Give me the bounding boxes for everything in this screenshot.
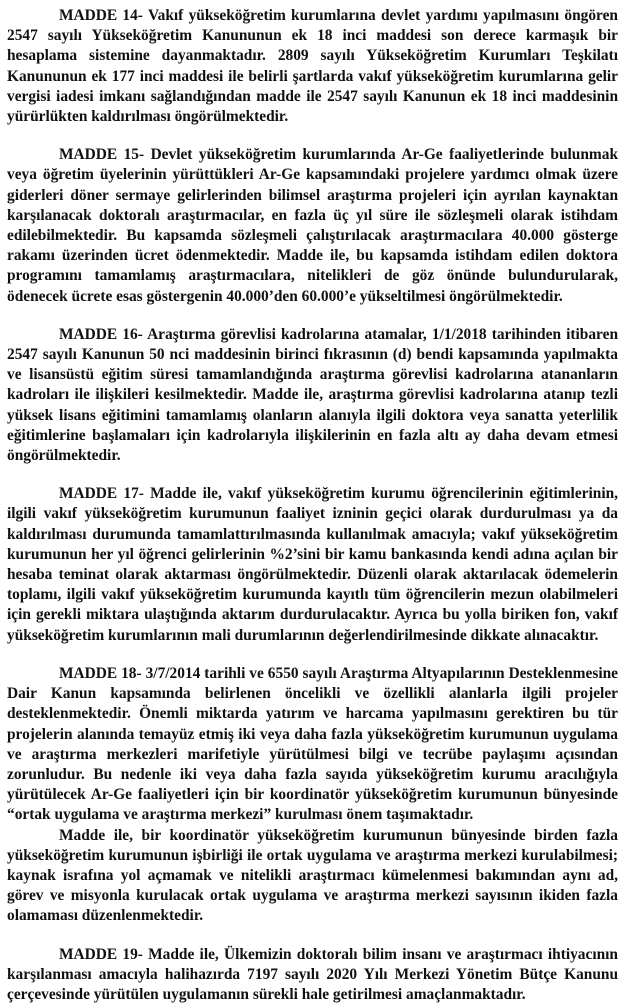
article-text: Devlet yükseköğretim kurumlarında Ar-Ge faaliyetlerinde bulunmak veya öğretim üyelerinin yürüttükleri Ar-Ge kapsamındaki projelere yardımcı olmak üzere giderleri döner sermaye gelirlerinden bilimsel araştırma projeleri için ayrılan kaynaktan karşılanacak doktoralı araştırmacılar, en fazla üç yıl süre ile sözleşmeli olarak istihdam edilebilmektedir. Bu kapsamda sözleşmeli çalıştırılacak araştırmacılara 40.000 gösterge rakamı üzerinden ücret ödenmektedir. Madde ile, bu kapsamda istihdam edilen doktora programını tamamlamış araştırmacılara, nitelikleri de göz önünde bulundurularak, ödenecek ücrete esas göstergenin 40.000’den 60.000’e yükseltilmesi öngörülmektedir. [7,146,619,305]
article-15 [7,145,618,307]
spacer [7,307,618,325]
spacer [7,646,618,664]
article-text: Madde ile, Ülkemizin doktoralı bilim insanı ve araştırmacı ihtiyacının karşılanması amacıyla halihazırda 7197 sayılı 2020 Yılı Merkezi Yönetim Bütçe Kanunu çerçevesinde yürütülen uygulamanın sürekli hale getirilmesi amaçlanmaktadır. [7,945,618,1003]
spacer [7,927,618,945]
article-heading: MADDE 17- [59,485,144,503]
article-19 [7,945,618,1005]
article-text: Vakıf yükseköğretim kurumlarına devlet yardımı yapılmasını öngören 2547 sayılı Yükseköğretim Kanununun ek 18 inci maddesi son derece karmaşık bir hesaplama sistemine dayanmaktadır. 2809 sayılı Yükseköğretim Kurumları Teşkilatı Kanununun ek 177 inci maddesi ile belirli şartlarda vakıf yükseköğretim kurumlarına gelir vergisi iadesi imkanı sağlandığından madde ile 2547 sayılı Kanunun ek 18 inci maddesinin yürürlükten kaldırılması öngörülmektedir. [7,7,618,126]
article-17 [7,484,618,646]
article-text: 3/7/2014 tarihli ve 6550 sayılı Araştırma Altyapılarının Desteklenmesine Dair Kanun kapsamında belirlenen öncelikli ve özellikli alanlarla ilgili projeler desteklenmektedir. Önemli miktarda yatırım ve harcama yapılmasını gerektiren bu tür projelerin alanında temayüz etmiş iki veya daha fazla yükseköğretim kurumunun uygulama ve araştırma merkezleri marifetiyle yürütülmesi bilgi ve tecrübe paylaşımı açısından zorunludur. Bu nedenle iki veya daha fazla sayıda yükseköğretim kurumu aracılığıyla yürütülecek Ar-Ge faaliyetleri için bir koordinatör yükseköğretim kurumunun bünyesinde “ortak uygulama ve araştırma merkezi” kurulması önem taşımaktadır. [7,664,618,824]
article-text: Madde ile, bir koordinatör yükseköğretim kurumunun bünyesinde birden fazla yükseköğretim kurumunun işbirliği ile ortak uygulama ve araştırma merkezi kurulabilmesi; kaynak israfına yol açmamak ve nitelikli araştırmacı kümelenmesi bakımından aynı ad, görev ve misyonla kurulacak ortak uygulama ve araştırma merkezi sayısının ikiden fazla olamaması düzenlenmektedir. [7,826,618,925]
article-text: Madde ile, vakıf yükseköğretim kurumu öğrencilerinin eğitimlerinin, ilgili vakıf yükseköğretim kurumunun faaliyet izninin geçici olarak durdurulması ya da kaldırılması durumunda tamamlattırılmasında kullanılmak amacıyla; vakıf yükseköğretim kurumunun her yıl öğrenci gelirlerinin %2’sini bir kamu bankasında kendi adına açılan bir hesaba teminat olarak aktarması öngörülmektedir. Düzenli olarak aktarılacak ödemelerin toplamı, ilgili vakıf yükseköğretim kurumunda kayıtlı tüm öğrencilerin mezun olabilmeleri için gerekli miktara ulaştığında aktarım durdurulacaktır. Ayrıca bu yolla biriken fon, vakıf yükseköğretim kurumlarının mali durumlarının değerlendirilmesinde dikkate alınacaktır. [7,485,618,644]
spacer [7,466,618,484]
article-18-paragraph-2 [7,826,618,927]
document-page [7,6,618,1005]
article-18 [7,664,618,826]
article-heading: MADDE 14- [59,7,143,24]
spacer [7,127,618,145]
article-heading: MADDE 16- [59,325,143,343]
article-heading: MADDE 19- [59,945,143,963]
article-heading: MADDE 18- [59,664,142,682]
article-text: Araştırma görevlisi kadrolarına atamalar, 1/1/2018 tarihinden itibaren 2547 sayılı Kanunun 50 nci maddesinin birinci fıkrasının (d) bendi kapsamında yapılmakta ve lisansüstü eğitim süresi tamamlandığında araştırma görevlisi kadrolarına atananların kadroları ile ilişkileri kesilmektedir. Madde ile, araştırma görevlisi kadrolarına atanıp tezli yüksek lisans eğitimini tamamlamış olanların alanıyla ilgili doktora veya sanatta yeterlilik eğitimlerine başlamaları için kadrolarıyla ilişkilerinin en fazla altı ay daha devam etmesi öngörülmektedir. [7,325,619,465]
article-14 [7,6,618,127]
article-16 [7,325,618,466]
article-heading: MADDE 15- [59,146,145,164]
